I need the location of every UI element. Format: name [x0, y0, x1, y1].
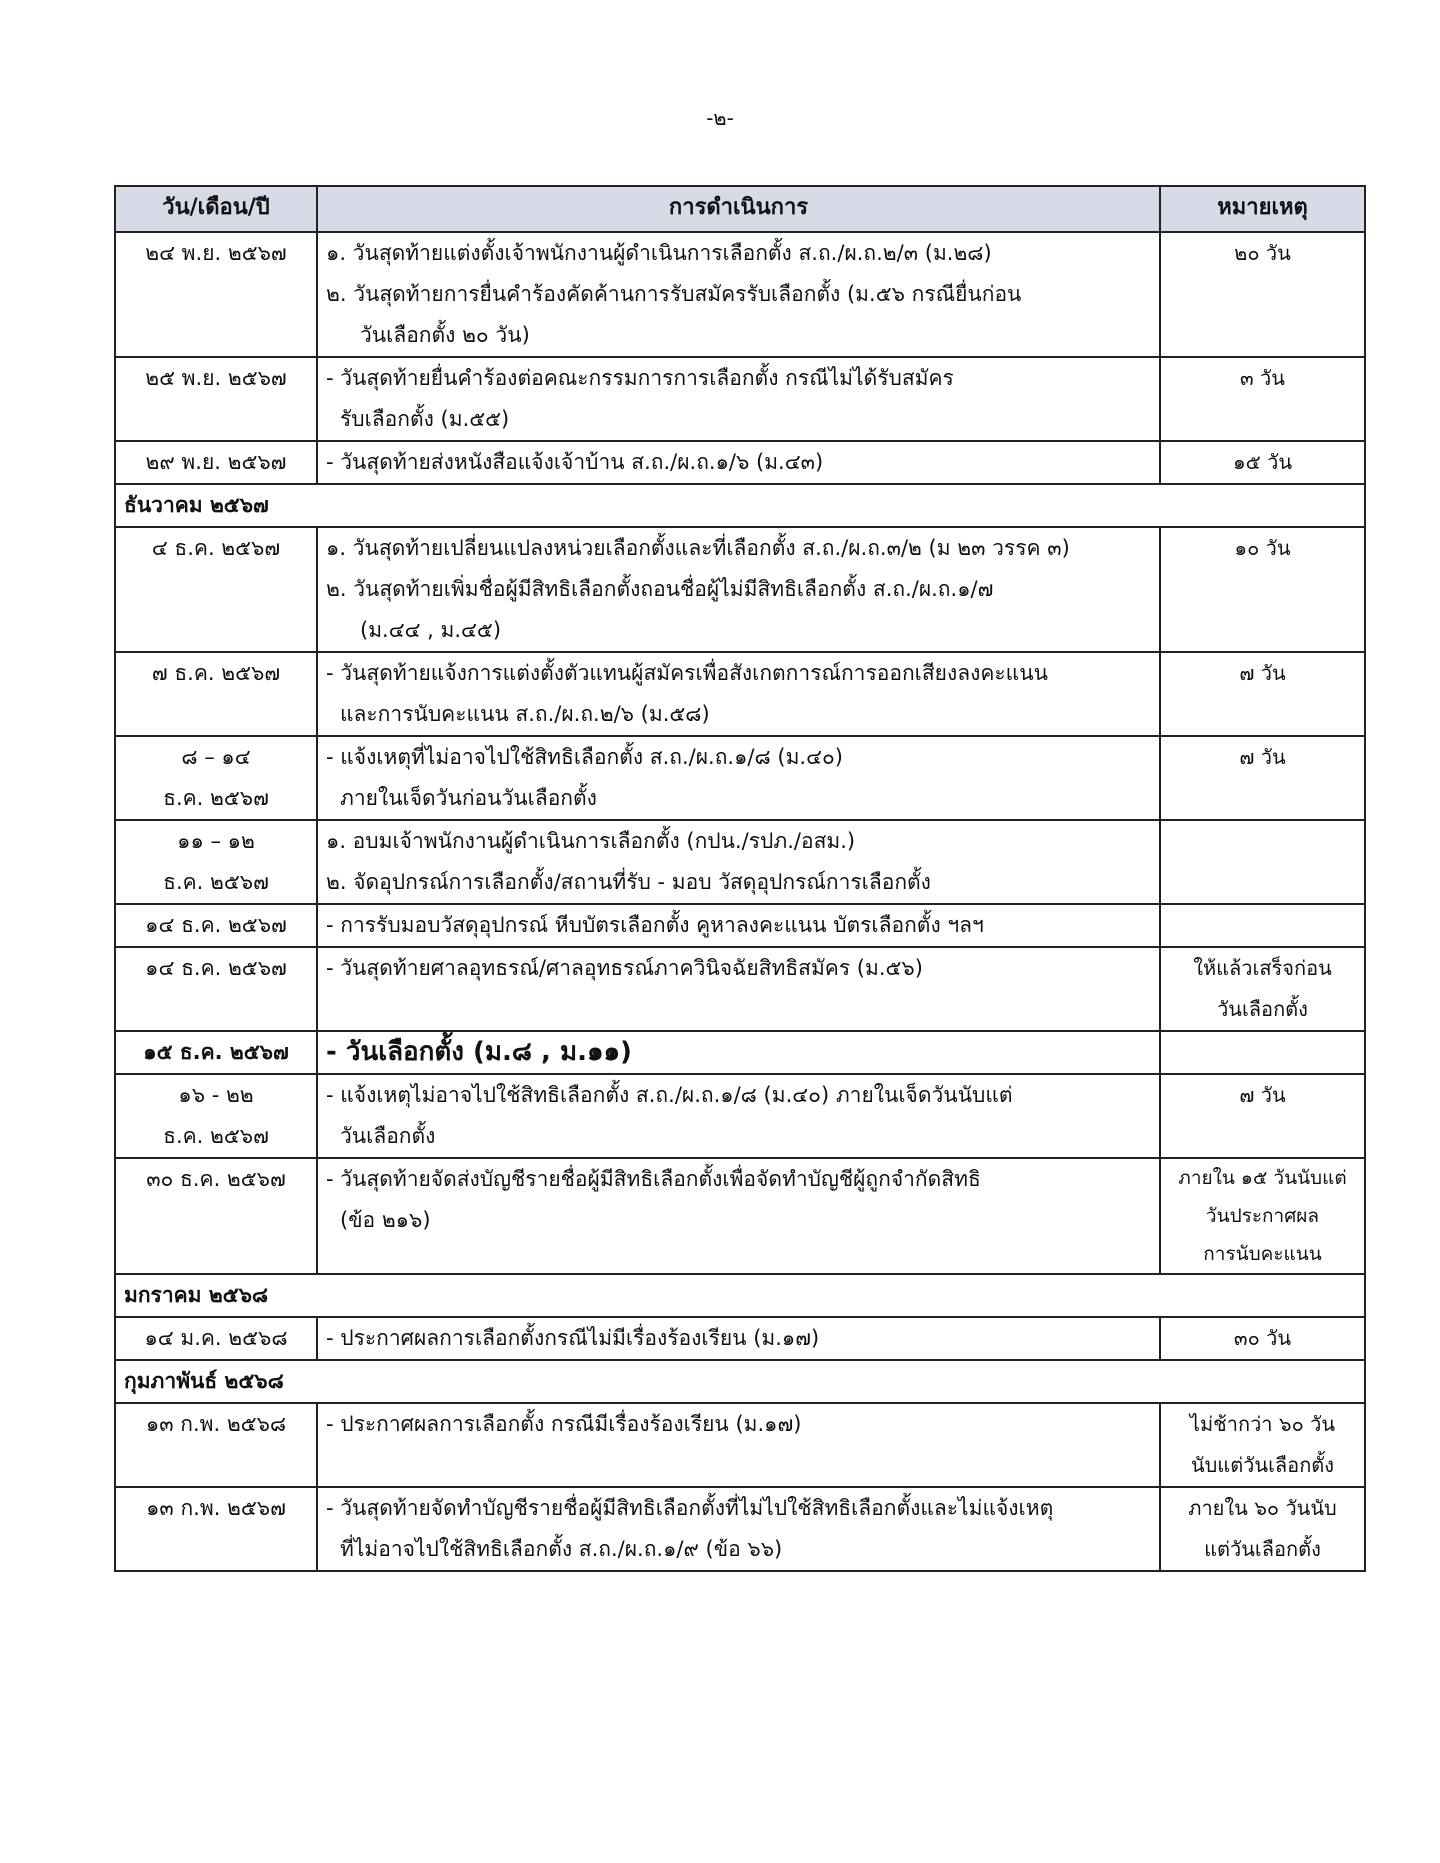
date-cell: [115, 820, 317, 904]
date-line: ๒๙ พ.ย. ๒๕๖๗: [145, 450, 287, 474]
date-line: ๒๕ พ.ย. ๒๕๖๗: [145, 366, 287, 390]
note-line: ไม่ช้ากว่า ๖๐ วัน: [1189, 1412, 1336, 1436]
note-cell: [1160, 736, 1365, 820]
date-cell: [115, 736, 317, 820]
note-line: ภายใน ๑๕ วันนับแต่: [1178, 1167, 1347, 1189]
table-row: [115, 904, 1365, 947]
note-cell: [1160, 441, 1365, 484]
month-label: กุมภาพันธ์ ๒๕๖๘: [115, 1360, 1365, 1403]
note-line: ๗ วัน: [1239, 1083, 1286, 1107]
note-cell: [1160, 904, 1365, 947]
date-line: ๒๔ พ.ย. ๒๕๖๗: [145, 241, 287, 265]
action-line: ๑. วันสุดท้ายเปลี่ยนแปลงหน่วยเลือกตั้งและที่เลือกตั้ง ส.ถ./ผ.ถ.๓/๒ (ม ๒๓ วรรค ๓): [326, 536, 1070, 560]
month-header-row: [115, 484, 1365, 527]
header-action: การดำเนินการ: [317, 186, 1160, 232]
note-line: วันประกาศผล: [1205, 1205, 1320, 1227]
action-cell: [317, 357, 1160, 441]
table-row: [115, 820, 1365, 904]
table-row: [115, 357, 1365, 441]
action-line: วันเลือกตั้ง ๒๐ วัน): [360, 323, 530, 347]
note-line: ๑๕ วัน: [1232, 450, 1293, 474]
election-day-row: [115, 1031, 1365, 1074]
action-cell: [317, 441, 1160, 484]
note-line: ๓๐ วัน: [1233, 1326, 1292, 1350]
date-line: ๗ ธ.ค. ๒๕๖๗: [151, 661, 281, 685]
action-line: - แจ้งเหตุไม่อาจไปใช้สิทธิเลือกตั้ง ส.ถ./ผ.ถ.๑/๘ (ม.๔๐) ภายในเจ็ดวันนับแต่: [326, 1083, 1013, 1107]
note-line: ๗ วัน: [1239, 661, 1286, 685]
note-cell: [1160, 1487, 1365, 1571]
note-cell: [1160, 232, 1365, 357]
action-line: (ข้อ ๒๑๖): [340, 1208, 431, 1232]
action-line: - ประกาศผลการเลือกตั้งกรณีไม่มีเรื่องร้องเรียน (ม.๑๗): [326, 1326, 820, 1350]
action-cell: [317, 904, 1160, 947]
date-cell: [115, 904, 317, 947]
note-line: แต่วันเลือกตั้ง: [1204, 1537, 1321, 1561]
table-row: [115, 1158, 1365, 1274]
date-cell: [115, 1158, 317, 1274]
table-row: [115, 1403, 1365, 1487]
action-line: ๒. จัดอุปกรณ์การเลือกตั้ง/สถานที่รับ - มอบ วัสดุอุปกรณ์การเลือกตั้ง: [326, 870, 931, 894]
note-line: ให้แล้วเสร็จก่อน: [1193, 956, 1332, 980]
action-line: - วันเลือกตั้ง (ม.๘ , ม.๑๑): [326, 1037, 632, 1067]
action-line: ที่ไม่อาจไปใช้สิทธิเลือกตั้ง ส.ถ./ผ.ถ.๑/๙ (ข้อ ๖๖): [340, 1537, 783, 1561]
action-cell: [317, 527, 1160, 652]
action-cell: [317, 1074, 1160, 1158]
action-line: ๒. วันสุดท้ายเพิ่มชื่อผู้มีสิทธิเลือกตั้งถอนชื่อผู้ไม่มีสิทธิเลือกตั้ง ส.ถ./ผ.ถ.๑/๗: [326, 577, 994, 601]
action-line: ๒. วันสุดท้ายการยื่นคำร้องคัดค้านการรับสมัครรับเลือกตั้ง (ม.๕๖ กรณียื่นก่อน: [326, 282, 1022, 306]
action-line: ๑. อบมเจ้าพนักงานผู้ดำเนินการเลือกตั้ง (กปน./รปภ./อสม.): [326, 829, 856, 853]
note-line: ๒๐ วัน: [1234, 241, 1291, 265]
note-line: ๓ วัน: [1240, 366, 1285, 390]
note-cell: [1160, 1074, 1365, 1158]
action-cell: [317, 736, 1160, 820]
table-row: [115, 527, 1365, 652]
action-line: (ม.๔๔ , ม.๔๕): [360, 618, 502, 642]
month-label: ธันวาคม ๒๕๖๗: [115, 484, 1365, 527]
date-line: ๑๔ ธ.ค. ๒๕๖๗: [145, 956, 287, 980]
date-cell: [115, 947, 317, 1031]
table-row: [115, 1487, 1365, 1571]
action-cell: [317, 947, 1160, 1031]
date-line: ๔ ธ.ค. ๒๕๖๗: [151, 536, 281, 560]
note-line: วันเลือกตั้ง: [1217, 997, 1308, 1021]
action-line: - วันสุดท้ายยื่นคำร้องต่อคณะกรรมการการเลือกตั้ง กรณีไม่ได้รับสมัคร: [326, 366, 954, 390]
action-line: ภายในเจ็ดวันก่อนวันเลือกตั้ง: [340, 786, 597, 810]
date-line: ๑๖ - ๒๒: [178, 1083, 254, 1107]
month-header-row: [115, 1274, 1365, 1317]
page-number: -๒-: [706, 106, 734, 130]
action-line: - วันสุดท้ายจัดทำบัญชีรายชื่อผู้มีสิทธิเลือกตั้งที่ไม่ไปใช้สิทธิเลือกตั้งและไม่แจ้งเหตุ: [326, 1496, 1054, 1520]
action-line: - แจ้งเหตุที่ไม่อาจไปใช้สิทธิเลือกตั้ง ส.ถ./ผ.ถ.๑/๘ (ม.๔๐): [326, 745, 844, 769]
date-line: ๓๐ ธ.ค. ๒๕๖๗: [146, 1167, 286, 1191]
action-line: ๑. วันสุดท้ายแต่งตั้งเจ้าพนักงานผู้ดำเนินการเลือกตั้ง ส.ถ./ผ.ถ.๒/๓ (ม.๒๘): [326, 241, 992, 265]
action-cell: [317, 652, 1160, 736]
action-line: วันเลือกตั้ง: [340, 1124, 436, 1148]
note-cell: [1160, 820, 1365, 904]
note-line: ๗ วัน: [1239, 745, 1286, 769]
action-line: รับเลือกตั้ง (ม.๕๕): [340, 407, 510, 431]
action-line: - วันสุดท้ายแจ้งการแต่งตั้งตัวแทนผู้สมัครเพื่อสังเกตการณ์การออกเสียงลงคะแนน: [326, 661, 1048, 685]
action-line: - วันสุดท้ายศาลอุทธรณ์/ศาลอุทธรณ์ภาควินิจฉัยสิทธิสมัคร (ม.๕๖): [326, 956, 923, 980]
date-cell: [115, 441, 317, 484]
table-row: [115, 441, 1365, 484]
note-line: ภายใน ๖๐ วันนับ: [1188, 1496, 1337, 1520]
note-cell: [1160, 357, 1365, 441]
note-cell: [1160, 652, 1365, 736]
date-line: ธ.ค. ๒๕๖๗: [163, 786, 269, 810]
action-cell: [317, 1158, 1160, 1274]
date-cell: [115, 1317, 317, 1360]
date-cell: [115, 652, 317, 736]
table-row: [115, 947, 1365, 1031]
note-cell: [1160, 1317, 1365, 1360]
date-line: ๑๓ ก.พ. ๒๕๖๘: [145, 1412, 287, 1436]
note-cell: [1160, 1031, 1365, 1074]
date-cell: [115, 357, 317, 441]
note-line: ๑๐ วัน: [1234, 536, 1291, 560]
date-line: ๑๔ ธ.ค. ๒๕๖๗: [145, 913, 287, 937]
date-line: ๑๕ ธ.ค. ๒๕๖๗: [143, 1040, 289, 1064]
note-cell: [1160, 527, 1365, 652]
action-line: - วันสุดท้ายจัดส่งบัญชีรายชื่อผู้มีสิทธิเลือกตั้งเพื่อจัดทำบัญชีผู้ถูกจำกัดสิทธิ: [326, 1167, 981, 1191]
date-cell: [115, 527, 317, 652]
date-cell: [115, 1074, 317, 1158]
table-body: [115, 232, 1365, 1571]
header-date: วัน/เดือน/ปี: [115, 186, 317, 232]
date-line: ๑๔ ม.ค. ๒๕๖๘: [144, 1326, 288, 1350]
action-cell: [317, 1031, 1160, 1074]
action-cell: [317, 820, 1160, 904]
table-header-row: [115, 186, 1365, 232]
date-line: ธ.ค. ๒๕๖๗: [163, 1124, 269, 1148]
note-line: นับแต่วันเลือกตั้ง: [1190, 1453, 1335, 1477]
month-header-row: [115, 1360, 1365, 1403]
note-line: การนับคะแนน: [1203, 1243, 1322, 1265]
date-line: ๑๑ – ๑๒: [177, 829, 255, 853]
action-line: - ประกาศผลการเลือกตั้ง กรณีมีเรื่องร้องเรียน (ม.๑๗): [326, 1412, 802, 1436]
table-row: [115, 652, 1365, 736]
note-cell: [1160, 947, 1365, 1031]
date-line: ๑๓ ก.พ. ๒๕๖๗: [146, 1496, 286, 1520]
action-cell: [317, 1487, 1160, 1571]
month-label: มกราคม ๒๕๖๘: [115, 1274, 1365, 1317]
action-cell: [317, 232, 1160, 357]
election-schedule-table: [114, 185, 1366, 1572]
action-cell: [317, 1317, 1160, 1360]
date-cell: [115, 1031, 317, 1074]
header-note: หมายเหตุ: [1160, 186, 1365, 232]
action-cell: [317, 1403, 1160, 1487]
note-cell: [1160, 1158, 1365, 1274]
date-line: ๘ – ๑๔: [181, 745, 251, 769]
table-row: [115, 1074, 1365, 1158]
date-line: ธ.ค. ๒๕๖๗: [163, 870, 269, 894]
date-cell: [115, 232, 317, 357]
table-row: [115, 232, 1365, 357]
date-cell: [115, 1403, 317, 1487]
table-row: [115, 736, 1365, 820]
action-line: - วันสุดท้ายส่งหนังสือแจ้งเจ้าบ้าน ส.ถ./ผ.ถ.๑/๖ (ม.๔๓): [326, 450, 824, 474]
action-line: และการนับคะแนน ส.ถ./ผ.ถ.๒/๖ (ม.๕๘): [340, 702, 710, 726]
date-cell: [115, 1487, 317, 1571]
note-cell: [1160, 1403, 1365, 1487]
table-row: [115, 1317, 1365, 1360]
action-line: - การรับมอบวัสดุอุปกรณ์ หีบบัตรเลือกตั้ง คูหาลงคะแนน บัตรเลือกตั้ง ฯลฯ: [326, 913, 984, 937]
